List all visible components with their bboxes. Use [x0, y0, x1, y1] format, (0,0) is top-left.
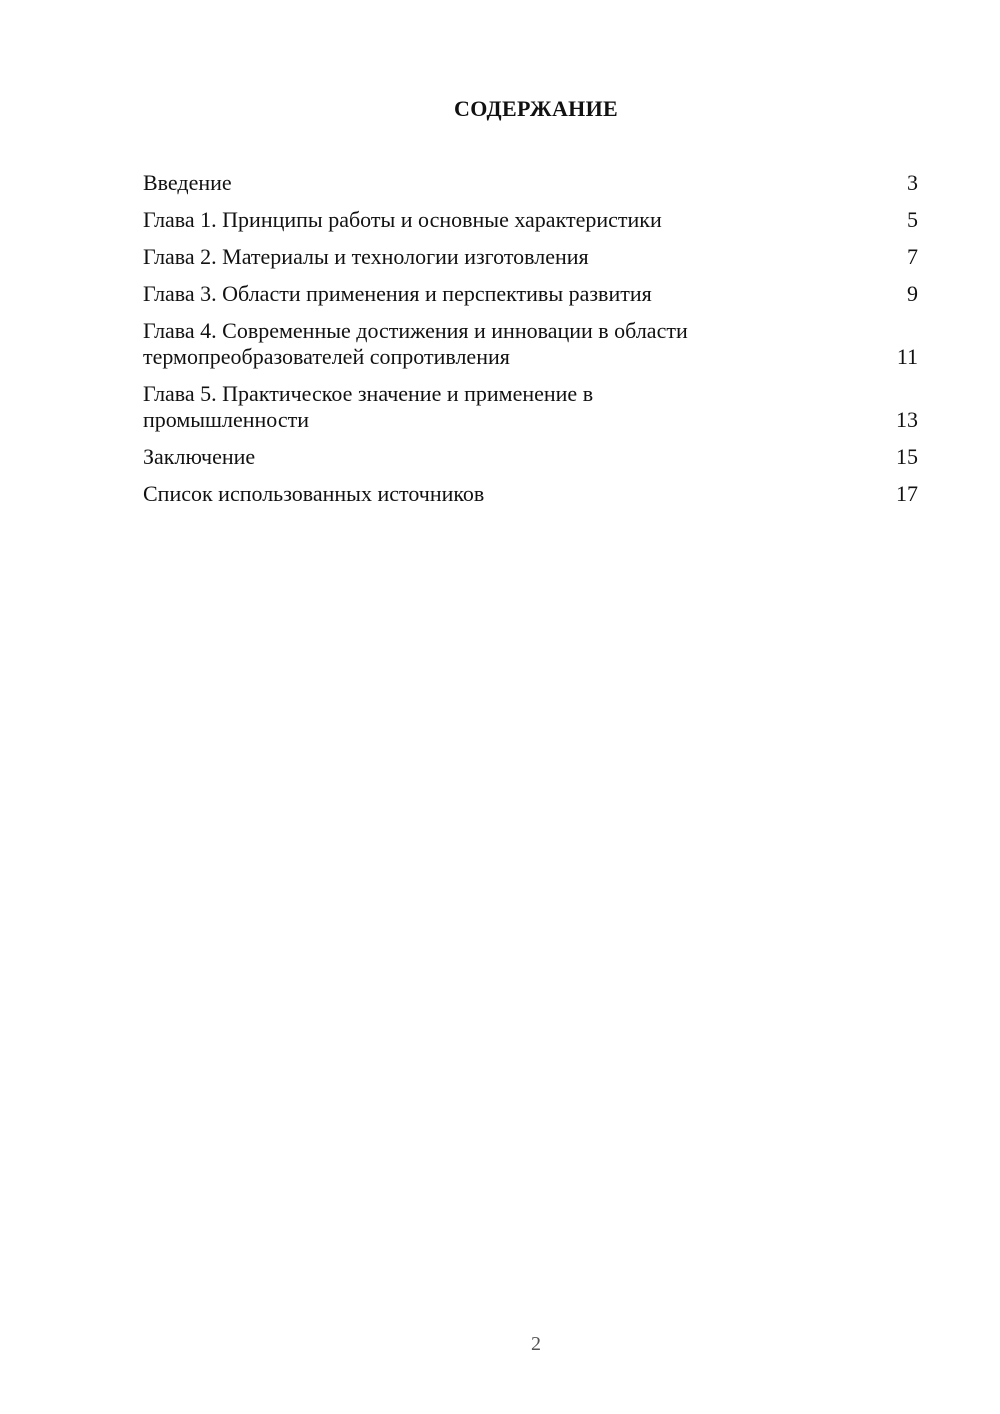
toc-entry-chapter-3: [143, 281, 918, 307]
toc-entry-page: 7: [907, 244, 918, 269]
toc-entry-label: Глава 5. Практическое значение и применение в промышленности: [143, 381, 594, 432]
toc-entry-conclusion: [143, 444, 918, 470]
toc-entry-label: Глава 1. Принципы работы и основные характеристики: [143, 207, 662, 232]
toc-entry-chapter-1: [143, 207, 918, 233]
toc-entry-label: Глава 3. Области применения и перспективы развития: [143, 281, 652, 306]
page-number: 2: [531, 1333, 541, 1355]
toc-entry-page: 15: [896, 444, 918, 469]
toc-entry-label: Глава 2. Материалы и технологии изготовления: [143, 244, 589, 269]
toc-entry-label: Глава 4. Современные достижения и инновации в области термопреобразователей сопротивления: [143, 318, 688, 369]
toc-entry-page: 9: [907, 281, 918, 306]
toc-entry-references: [143, 481, 918, 507]
toc-entry-chapter-2: [143, 244, 918, 270]
toc-entry-introduction: [143, 170, 918, 196]
toc-entry-page: 13: [896, 407, 918, 432]
table-of-contents: [143, 170, 918, 518]
toc-entry-label: Введение: [143, 170, 232, 195]
toc-entry-chapter-5: [143, 381, 918, 433]
toc-entry-page: 17: [896, 481, 918, 506]
toc-entry-label: Список использованных источников: [143, 481, 485, 506]
toc-entry-page: 11: [896, 344, 918, 369]
toc-entry-page: 3: [907, 170, 918, 195]
page-title: СОДЕРЖАНИЕ: [454, 96, 618, 121]
toc-entry-page: 5: [907, 207, 918, 232]
toc-entry-chapter-4: [143, 318, 918, 370]
toc-entry-label: Заключение: [143, 444, 256, 469]
